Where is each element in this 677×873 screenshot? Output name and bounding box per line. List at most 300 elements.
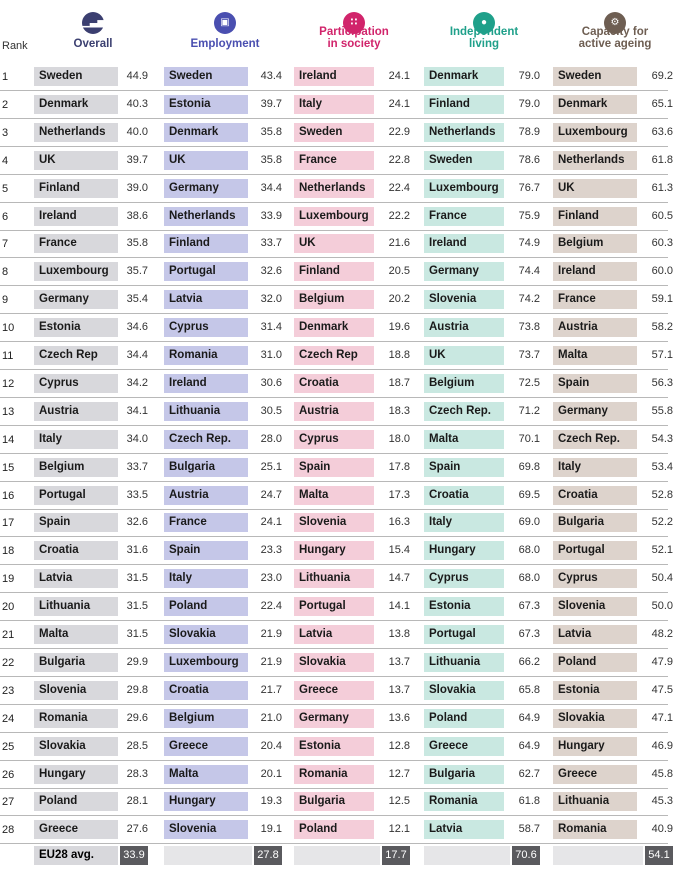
table-cell [34, 458, 150, 477]
table-cell [164, 290, 284, 309]
score-value: 60.0 [651, 265, 673, 278]
score-value: 64.9 [518, 711, 540, 724]
country-name: Sweden [164, 67, 248, 86]
country-name: Belgium [34, 458, 118, 477]
rank-number: 2 [2, 98, 9, 111]
country-name: Austria [294, 402, 374, 421]
country-name: Estonia [164, 95, 248, 114]
table-cell [424, 95, 542, 114]
country-name: France [164, 513, 248, 532]
score-value: 34.4 [260, 181, 282, 194]
table-cell [553, 179, 675, 198]
country-name: Denmark [34, 95, 118, 114]
table-row [0, 370, 673, 398]
rank-number: 28 [2, 824, 15, 837]
score-value: 18.7 [388, 376, 410, 389]
country-name: France [553, 290, 637, 309]
table-cell [553, 569, 675, 588]
table-cell [553, 513, 675, 532]
country-name: Luxembourg [294, 207, 374, 226]
column-label [553, 26, 677, 50]
score-value: 45.3 [651, 795, 673, 808]
score-value: 32.6 [126, 516, 148, 529]
table-row [0, 454, 673, 482]
score-value: 73.7 [518, 349, 540, 361]
bar-chart-icon: ▁▃▅ [82, 12, 104, 34]
table-cell [294, 792, 412, 811]
table-cell [553, 681, 675, 700]
table-cell [553, 402, 675, 421]
country-name: Slovakia [553, 709, 637, 728]
table-cell [294, 290, 412, 309]
score-value: 22.2 [388, 209, 410, 222]
rank-number: 25 [2, 740, 15, 753]
country-name: Denmark [553, 95, 637, 114]
table-row [0, 63, 673, 91]
score-value: 38.6 [126, 209, 148, 222]
country-name: Finland [424, 95, 504, 114]
table-cell [424, 179, 542, 198]
country-name: Ireland [553, 262, 637, 281]
score-value: 32.0 [260, 293, 282, 306]
country-name: Croatia [424, 486, 504, 505]
score-value: 79.0 [518, 70, 540, 82]
country-name: Italy [164, 569, 248, 588]
score-value: 47.9 [651, 655, 673, 668]
rank-header: Rank [2, 40, 28, 52]
rank-number: 24 [2, 712, 15, 725]
score-value: 67.3 [518, 628, 540, 640]
average-spacer [424, 846, 510, 865]
score-value: 19.6 [388, 321, 410, 334]
country-name: Slovenia [34, 681, 118, 700]
country-name: Poland [34, 792, 118, 811]
country-name: Malta [553, 346, 637, 365]
country-name: Malta [164, 765, 248, 784]
table-cell [424, 569, 542, 588]
table-cell [553, 792, 675, 811]
country-name: UK [34, 151, 118, 170]
country-name: Lithuania [164, 402, 248, 421]
score-value: 22.9 [388, 125, 410, 138]
table-cell [294, 486, 412, 505]
country-name: Bulgaria [34, 653, 118, 672]
table-cell [424, 262, 542, 281]
score-value: 60.5 [651, 209, 673, 222]
table-cell [424, 207, 542, 226]
table-cell [553, 151, 675, 170]
score-value: 52.2 [651, 516, 673, 529]
country-name: Greece [294, 681, 374, 700]
score-value: 31.5 [126, 572, 148, 585]
average-spacer [553, 846, 643, 865]
country-name: Estonia [294, 737, 374, 756]
table-cell [294, 207, 412, 226]
score-value: 17.3 [388, 488, 410, 501]
column-header-2 [294, 2, 414, 60]
rank-number: 16 [2, 489, 15, 502]
score-value: 69.0 [518, 516, 540, 529]
score-value: 34.0 [126, 432, 148, 445]
table-row [0, 621, 673, 649]
table-cell [34, 597, 150, 616]
rank-number: 9 [2, 294, 9, 307]
score-value: 34.1 [126, 404, 148, 417]
table-cell [34, 95, 150, 114]
country-name: Czech Rep. [164, 430, 248, 449]
table-cell [553, 597, 675, 616]
country-name: Slovakia [34, 737, 118, 756]
column-label-line: Participation [319, 26, 389, 38]
score-value: 72.5 [518, 376, 540, 389]
table-cell [553, 374, 675, 393]
score-value: 23.3 [260, 544, 282, 557]
table-cell [424, 374, 542, 393]
score-value: 40.0 [126, 125, 148, 138]
country-name: Latvia [164, 290, 248, 309]
country-name: Greece [553, 765, 637, 784]
country-name: Bulgaria [294, 792, 374, 811]
country-name: Greece [164, 737, 248, 756]
score-value: 58.2 [651, 321, 673, 334]
score-value: 44.9 [126, 70, 148, 82]
table-row [0, 119, 673, 147]
table-cell [164, 318, 284, 337]
table-cell [294, 179, 412, 198]
country-name: Greece [424, 737, 504, 756]
score-value: 43.4 [260, 70, 282, 82]
country-name: UK [164, 151, 248, 170]
country-name: Poland [553, 653, 637, 672]
column-label [34, 38, 152, 50]
score-value: 68.0 [518, 572, 540, 585]
table-cell [294, 681, 412, 700]
table-cell [34, 151, 150, 170]
country-name: Slovakia [424, 681, 504, 700]
table-cell [164, 458, 284, 477]
score-value: 33.9 [260, 209, 282, 222]
country-name: Lithuania [34, 597, 118, 616]
table-cell [424, 67, 542, 86]
eu28-average-row [0, 843, 668, 867]
table-cell [34, 541, 150, 560]
score-value: 19.1 [260, 823, 282, 836]
score-value: 25.1 [260, 460, 282, 473]
column-header-4 [553, 2, 677, 60]
country-name: Cyprus [164, 318, 248, 337]
table-cell [34, 792, 150, 811]
score-value: 12.7 [388, 767, 410, 780]
score-value: 76.7 [518, 181, 540, 194]
table-cell [424, 541, 542, 560]
country-name: Hungary [553, 737, 637, 756]
score-value: 40.3 [126, 97, 148, 110]
country-name: Denmark [424, 67, 504, 86]
country-name: Hungary [34, 765, 118, 784]
country-name: Denmark [294, 318, 374, 337]
country-name: Czech Rep [34, 346, 118, 365]
rank-number: 7 [2, 238, 9, 251]
score-value: 75.9 [518, 209, 540, 222]
rank-number: 15 [2, 461, 15, 474]
table-row [0, 733, 673, 761]
country-name: Spain [164, 541, 248, 560]
country-name: Portugal [164, 262, 248, 281]
score-value: 31.6 [126, 544, 148, 557]
table-cell [34, 625, 150, 644]
table-cell [294, 346, 412, 365]
rank-number: 11 [2, 350, 14, 362]
column-label [164, 38, 286, 50]
score-value: 13.7 [388, 655, 410, 668]
score-value: 34.6 [126, 321, 148, 334]
score-value: 54.3 [651, 432, 673, 445]
country-name: Finland [553, 207, 637, 226]
table-cell [34, 207, 150, 226]
average-value: 33.9 [120, 846, 148, 865]
column-label [424, 26, 544, 50]
country-name: Sweden [424, 151, 504, 170]
country-name: Austria [424, 318, 504, 337]
rank-number: 26 [2, 768, 15, 781]
table-row [0, 565, 673, 593]
score-value: 21.9 [260, 628, 282, 640]
score-value: 19.3 [260, 795, 282, 808]
score-value: 24.1 [388, 70, 410, 82]
score-value: 59.1 [651, 293, 673, 306]
table-row [0, 147, 673, 175]
country-name: Cyprus [294, 430, 374, 449]
table-cell [424, 792, 542, 811]
table-cell [424, 653, 542, 672]
table-row [0, 398, 673, 426]
rank-number: 8 [2, 266, 9, 279]
score-value: 21.6 [388, 237, 410, 250]
score-value: 65.8 [518, 683, 540, 696]
score-value: 23.0 [260, 572, 282, 585]
score-value: 30.6 [260, 376, 282, 389]
score-value: 31.5 [126, 628, 148, 640]
rank-number: 4 [2, 154, 9, 167]
country-name: Latvia [34, 569, 118, 588]
table-cell [294, 151, 412, 170]
score-value: 61.8 [651, 153, 673, 166]
table-cell [34, 179, 150, 198]
score-value: 46.9 [651, 739, 673, 752]
score-value: 13.7 [388, 683, 410, 696]
table-cell [553, 737, 675, 756]
score-value: 22.8 [388, 153, 410, 166]
score-value: 47.5 [651, 683, 673, 696]
country-name: Slovenia [164, 820, 248, 839]
score-value: 67.3 [518, 600, 540, 613]
score-value: 29.6 [126, 711, 148, 724]
country-name: France [34, 234, 118, 253]
table-cell [553, 67, 675, 86]
country-name: Finland [164, 234, 248, 253]
country-name: UK [294, 234, 374, 253]
score-value: 34.2 [126, 376, 148, 389]
table-row [0, 286, 673, 314]
column-label-line: Independent [449, 26, 519, 38]
score-value: 74.4 [518, 265, 540, 278]
table-cell [164, 207, 284, 226]
country-name: Romania [164, 346, 248, 365]
country-name: Malta [424, 430, 504, 449]
country-name: Luxembourg [424, 179, 504, 198]
rank-number: 3 [2, 126, 9, 139]
country-name: Germany [164, 179, 248, 198]
country-name: Romania [294, 765, 374, 784]
column-label-line: Overall [73, 38, 113, 50]
table-cell [294, 374, 412, 393]
table-row [0, 593, 673, 621]
score-value: 69.2 [651, 70, 673, 82]
score-value: 15.4 [388, 544, 410, 557]
score-value: 50.0 [651, 600, 673, 613]
table-row [0, 482, 673, 510]
table-cell [164, 402, 284, 421]
score-value: 35.8 [126, 237, 148, 250]
country-name: Spain [553, 374, 637, 393]
score-value: 14.7 [388, 572, 410, 585]
table-cell [553, 820, 675, 839]
country-name: Estonia [553, 681, 637, 700]
country-name: Germany [553, 402, 637, 421]
country-name: Sweden [294, 123, 374, 142]
table-row [0, 230, 673, 258]
country-name: Croatia [164, 681, 248, 700]
table-cell [424, 123, 542, 142]
table-row [0, 649, 673, 677]
table-cell [164, 67, 284, 86]
country-name: Bulgaria [553, 513, 637, 532]
table-row [0, 788, 673, 816]
country-name: Hungary [294, 541, 374, 560]
score-value: 17.8 [388, 460, 410, 473]
score-value: 34.4 [126, 349, 148, 361]
table-row [0, 342, 673, 370]
table-cell [424, 430, 542, 449]
table-cell [164, 569, 284, 588]
country-name: Estonia [424, 597, 504, 616]
country-name: Ireland [34, 207, 118, 226]
table-cell [553, 207, 675, 226]
country-name: Netherlands [164, 207, 248, 226]
table-cell [553, 234, 675, 253]
table-cell [34, 569, 150, 588]
rank-number: 1 [2, 71, 9, 83]
country-name: Greece [34, 820, 118, 839]
table-cell [164, 151, 284, 170]
table-cell [424, 597, 542, 616]
score-value: 33.7 [126, 460, 148, 473]
table-cell [424, 709, 542, 728]
table-cell [424, 458, 542, 477]
table-cell [294, 765, 412, 784]
score-value: 74.9 [518, 237, 540, 250]
table-cell [553, 262, 675, 281]
table-row [0, 677, 673, 705]
country-name: Czech Rep [294, 346, 374, 365]
table-row [0, 91, 673, 119]
average-spacer [294, 846, 380, 865]
score-value: 79.0 [518, 97, 540, 110]
table-cell [294, 653, 412, 672]
table-row [0, 426, 673, 454]
score-value: 73.8 [518, 321, 540, 334]
country-name: Croatia [553, 486, 637, 505]
column-header-0 [34, 2, 152, 60]
country-name: Portugal [294, 597, 374, 616]
table-cell [553, 625, 675, 644]
score-value: 62.7 [518, 767, 540, 780]
table-cell [164, 820, 284, 839]
table-row [0, 537, 673, 565]
score-value: 27.6 [126, 823, 148, 836]
country-name: UK [424, 346, 504, 365]
rank-number: 12 [2, 377, 15, 390]
table-cell [424, 765, 542, 784]
table-cell [164, 792, 284, 811]
country-name: Italy [34, 430, 118, 449]
table-cell [164, 597, 284, 616]
table-cell [34, 653, 150, 672]
country-name: Denmark [164, 123, 248, 142]
rank-number: 27 [2, 796, 15, 809]
average-spacer [164, 846, 252, 865]
score-value: 28.0 [260, 432, 282, 445]
country-name: Lithuania [553, 792, 637, 811]
table-cell [34, 262, 150, 281]
table-row [0, 816, 673, 844]
score-value: 31.4 [260, 321, 282, 334]
country-name: Netherlands [424, 123, 504, 142]
table-cell [294, 513, 412, 532]
score-value: 64.9 [518, 739, 540, 752]
score-value: 18.3 [388, 404, 410, 417]
table-cell [34, 318, 150, 337]
rank-number: 23 [2, 684, 15, 697]
score-value: 31.5 [126, 600, 148, 613]
column-header-1 [164, 2, 286, 60]
score-value: 61.3 [651, 181, 673, 194]
score-value: 35.4 [126, 293, 148, 306]
table-cell [34, 486, 150, 505]
score-value: 52.1 [651, 544, 673, 557]
table-cell [553, 290, 675, 309]
country-name: France [424, 207, 504, 226]
country-name: Slovenia [424, 290, 504, 309]
table-cell [424, 820, 542, 839]
table-cell [164, 95, 284, 114]
table-row [0, 509, 673, 537]
table-cell [164, 765, 284, 784]
table-cell [34, 820, 150, 839]
column-label-line: in society [327, 38, 381, 50]
score-value: 68.0 [518, 544, 540, 557]
country-name: Slovenia [294, 513, 374, 532]
country-name: Poland [294, 820, 374, 839]
score-value: 33.5 [126, 488, 148, 501]
country-name: Sweden [553, 67, 637, 86]
rank-number: 5 [2, 182, 9, 195]
table-row [0, 761, 673, 789]
country-name: Croatia [294, 374, 374, 393]
rank-number: 6 [2, 210, 9, 223]
score-value: 69.5 [518, 488, 540, 501]
average-label: EU28 avg. [34, 846, 118, 865]
